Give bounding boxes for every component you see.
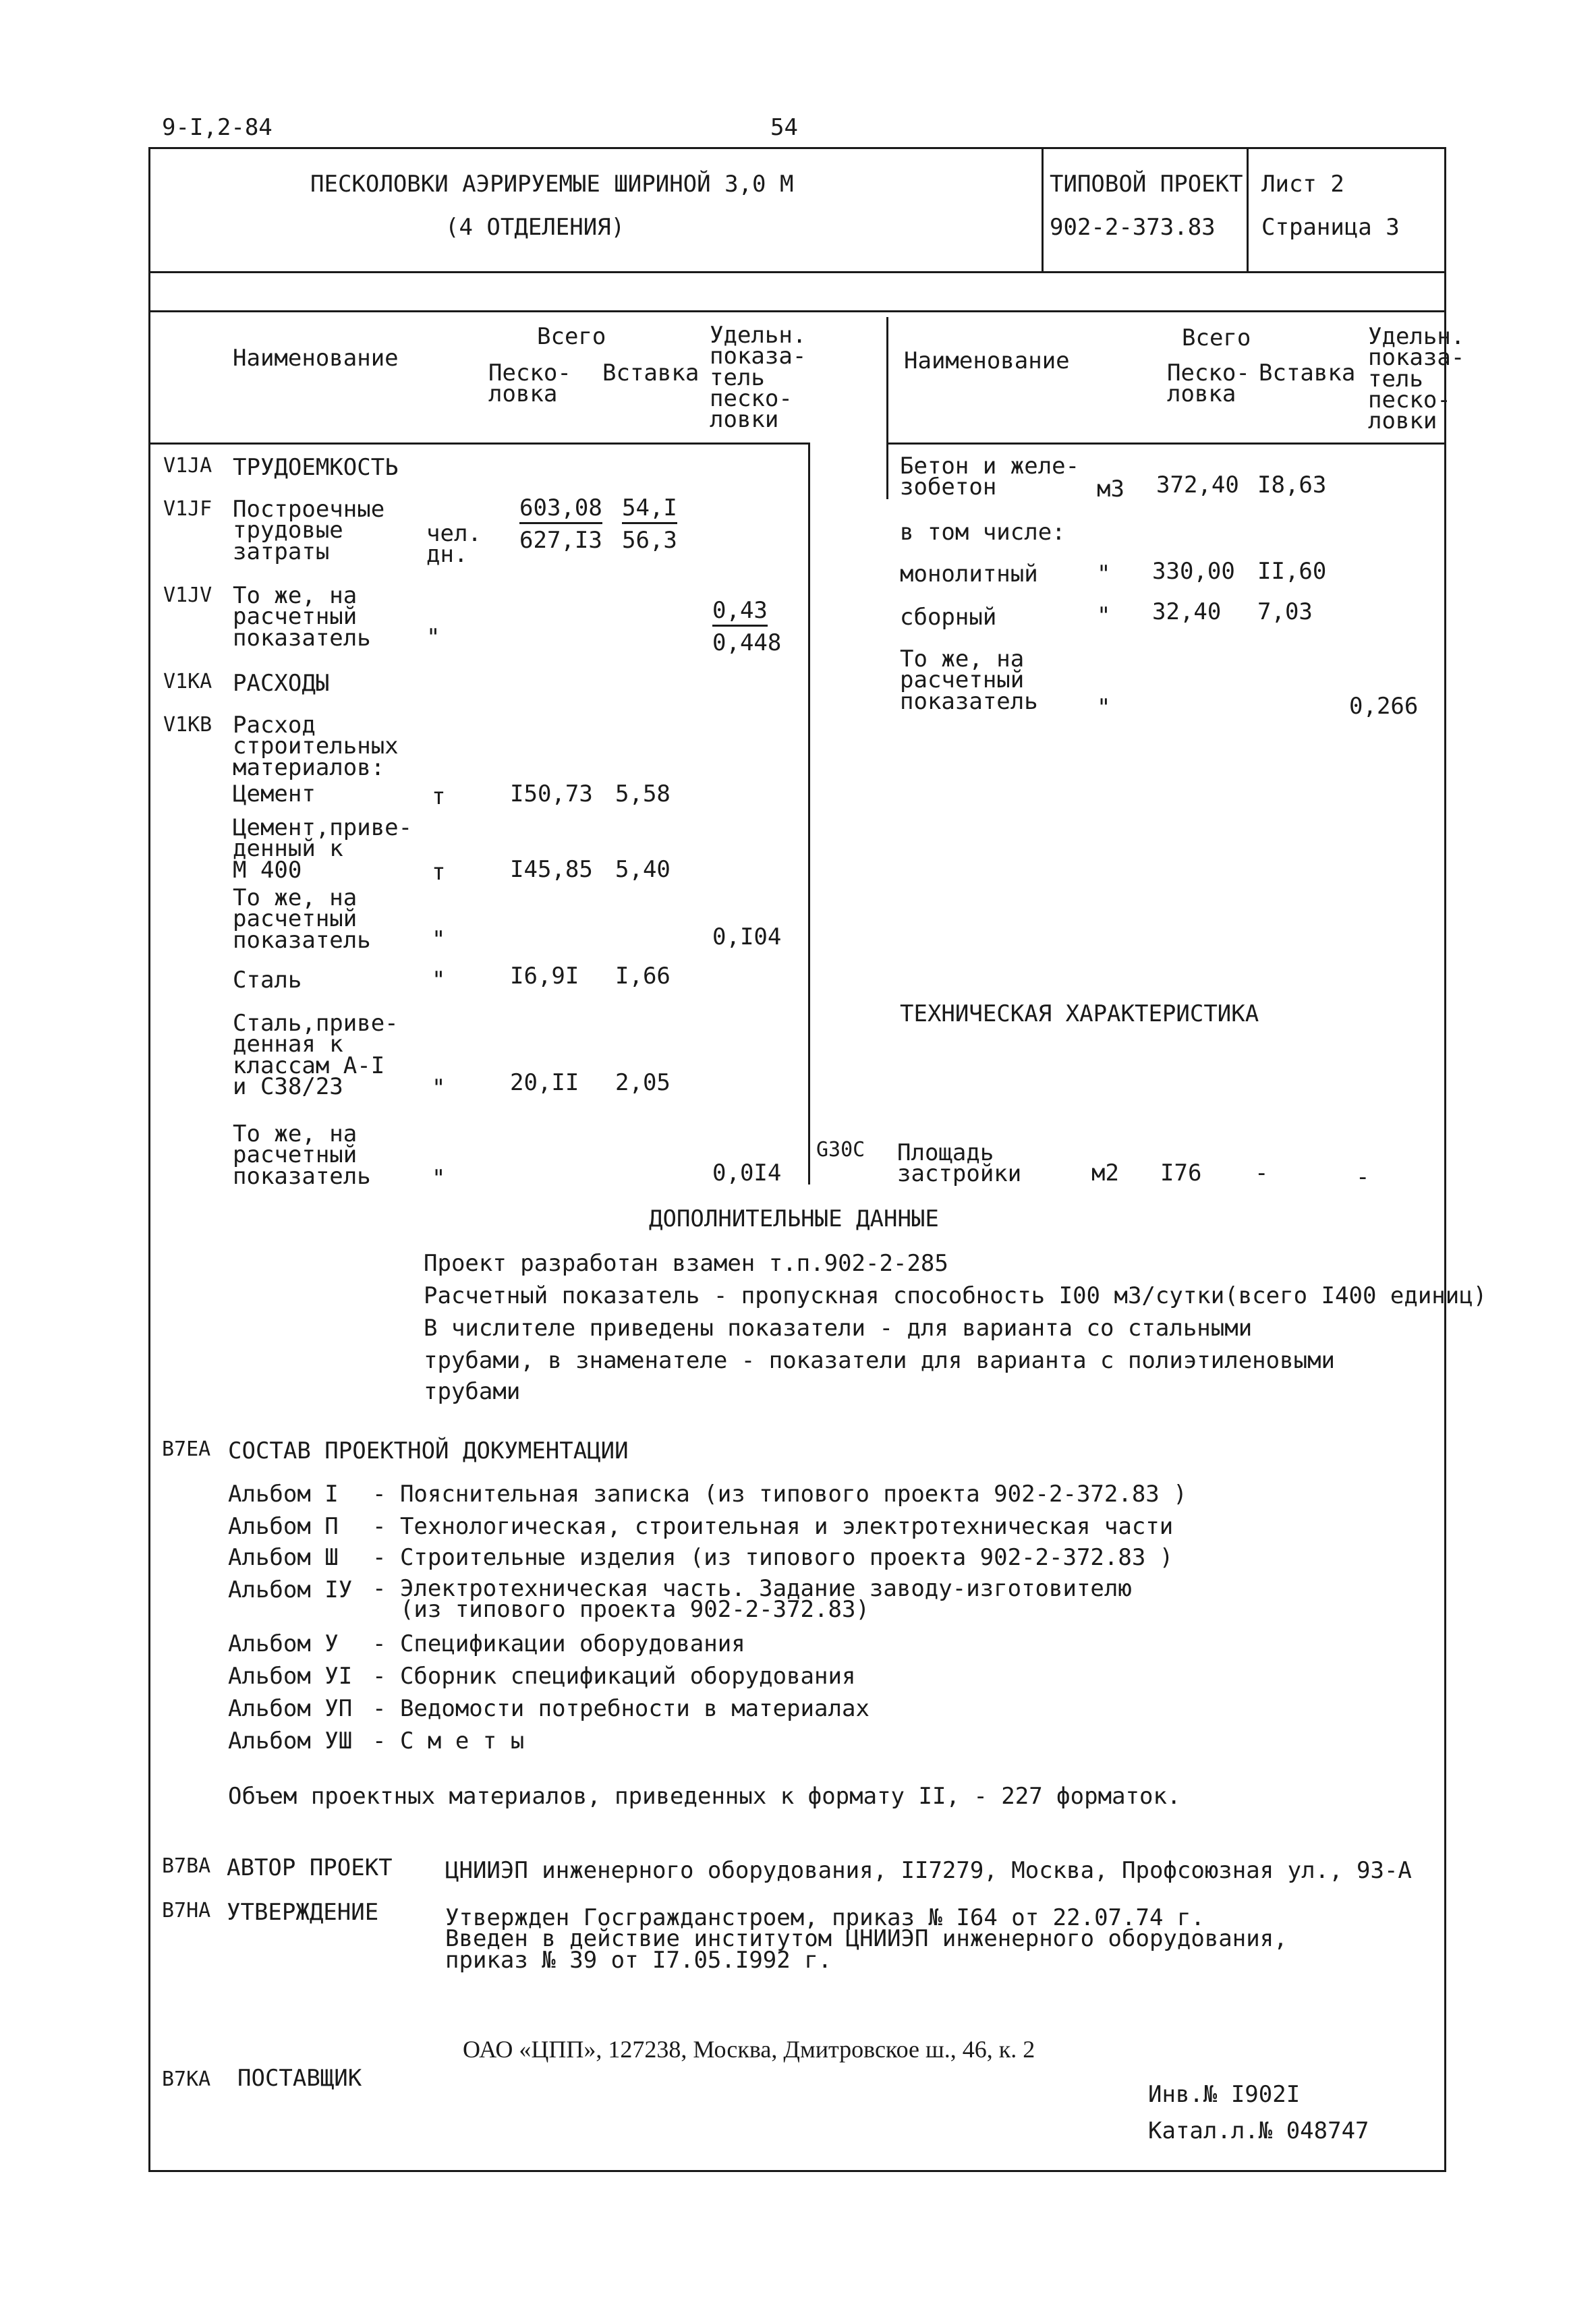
code-b7ka: B7KA [162,2067,211,2091]
author-label: АВТОР ПРОЕКТ [227,1854,393,1881]
title-line-2: (4 ОТДЕЛЕНИЯ) [445,214,625,241]
left-col-specific-header: Удельн. показа- тель песко- ловки [710,322,807,434]
table-top-line [148,310,1446,312]
right-row-concrete-sand-trap: 372,40 [1156,472,1239,498]
right-table-header-line [886,443,1446,445]
right-table-left-border [886,317,888,499]
tech-row-area-unit: м2 [1091,1160,1119,1187]
additional-line-2: Расчетный показатель - пропускная способность I00 м3/сутки(всего I400 единиц) [424,1282,1487,1309]
album-8-label: Альбом УШ [228,1728,353,1754]
row-labor-title: ТРУДОЕМКОСТЬ [233,454,399,481]
right-row-specific-value: 0,266 [1349,693,1419,720]
tech-characteristics-title: ТЕХНИЧЕСКАЯ ХАРАКТЕРИСТИКА [900,1000,1259,1027]
album-4-label: Альбом IУ [228,1576,353,1603]
right-row-monolithic-sand-trap: 330,00 [1152,558,1235,585]
code-v1jf: V1JF [163,497,212,521]
row-cement-specific-unit: " [432,926,446,953]
row-steel-classes-unit: " [432,1075,446,1102]
right-row-prefab-unit: " [1097,602,1111,629]
row-cement-insert: 5,58 [615,780,671,807]
right-row-prefab-insert: 7,03 [1257,598,1313,625]
right-col-insert-header: Вставка [1259,360,1356,387]
row-steel-classes-sand-trap: 20,II [510,1069,579,1096]
right-col-sand-trap-header: Песко- ловка [1167,360,1250,408]
right-col-total-header: Всего [1182,324,1251,351]
album-1-label: Альбом I [228,1481,339,1508]
right-col-name-header: Наименование [904,347,1070,374]
album-3-text: - Строительные изделия (из типового проекта 902-2-372.83 ) [372,1544,1174,1571]
right-row-prefab-sand-trap: 32,40 [1152,598,1222,625]
left-col-name-header: Наименование [233,345,399,372]
left-col-total-header: Всего [537,323,606,350]
right-row-specific: То же, на расчетный показатель [900,646,1038,715]
row-labor-specific-denominator: 0,448 [712,629,782,656]
code-b7ha: B7HA [162,1899,211,1922]
row-labor-costs-sand-trap-numerator: 603,08 [519,496,602,524]
project-label: ТИПОВОЙ ПРОЕКТ [1050,171,1243,198]
sheet-label: Лист 2 [1261,171,1344,198]
supplier-address: ОАО «ЦПП», 127238, Москва, Дмитровское ш., 46, к. 2 [463,2036,1035,2063]
code-v1jv: V1JV [163,583,212,607]
row-labor-costs-insert-denominator: 56,3 [622,527,677,554]
album-1-text: - Пояснительная записка (из типового проекта 902-2-372.83 ) [372,1481,1187,1508]
row-labor-specific-unit: " [426,624,440,651]
row-steel-specific-unit: " [432,1165,446,1192]
catalog-sheet-number: Катал.л.№ 048747 [1148,2117,1369,2144]
row-steel-classes: Сталь,приве- денная к классам А-I и С38/23 [233,1010,399,1100]
album-6-label: Альбом УI [228,1663,353,1690]
album-2-label: Альбом П [228,1513,339,1540]
right-row-monolithic-unit: " [1097,561,1111,588]
row-cement: Цемент [233,780,316,807]
composition-title: СОСТАВ ПРОЕКТНОЙ ДОКУМЕНТАЦИИ [228,1437,629,1464]
title-block-vline-2 [1247,147,1249,273]
additional-data-title: ДОПОЛНИТЕЛЬНЫЕ ДАННЫЕ [649,1205,939,1232]
row-cement-specific: То же, на расчетный показатель [233,884,371,954]
row-steel-specific-value: 0,0I4 [712,1160,782,1187]
row-cement-specific-value: 0,I04 [712,923,782,950]
tech-row-area-specific: - [1356,1164,1370,1191]
title-block-vline-1 [1042,147,1044,273]
page-number: 54 [770,114,798,141]
approval-label: УТВЕРЖДЕНИЕ [227,1899,379,1926]
row-steel-sand-trap: I6,9I [510,963,579,990]
album-3-label: Альбом Ш [228,1544,339,1571]
additional-line-4: трубами, в знаменателе - показатели для варианта с полиэтиленовыми [424,1347,1336,1374]
album-5-label: Альбом У [228,1630,339,1657]
left-table-header-line [148,443,809,445]
row-steel-unit: " [432,967,446,994]
row-cement-m400: Цемент,приве- денный к М 400 [233,814,413,884]
approval-text: Утвержден Госгражданстроем, приказ № I64 от 22.07.74 г. Введен в действие институтом ЦНИИЭП инженерного оборудования, приказ № 39 от I7.05.I992 г. [445,1904,1288,1974]
row-cement-unit: т [432,783,446,810]
row-labor-costs-sand-trap-denominator: 627,I3 [519,527,602,554]
row-steel: Сталь [233,967,302,994]
additional-line-1: Проект разработан взамен т.п.902-2-285 [424,1250,948,1277]
right-row-monolithic-insert: II,60 [1257,558,1327,585]
right-row-concrete: Бетон и желе- зобетон [900,453,1080,501]
row-expenses-title: РАСХОДЫ [233,670,330,697]
supplier-label: ПОСТАВЩИК [237,2065,362,2092]
page-label: Страница 3 [1261,214,1400,241]
tech-row-area: Площадь застройки [897,1139,1022,1188]
additional-line-3: В числителе приведены показатели - для варианта со стальными [424,1315,1253,1342]
row-steel-classes-insert: 2,05 [615,1069,671,1096]
album-6-text: - Сборник спецификаций оборудования [372,1663,856,1690]
author-text: ЦНИИЭП инженерного оборудования, II7279, Москва, Профсоюзная ул., 93-А [445,1857,1412,1884]
tech-row-area-value: I76 [1160,1160,1202,1187]
right-row-monolithic: монолитный [900,561,1038,588]
title-block-divider [148,271,1446,273]
row-labor-specific: То же, на расчетный показатель [233,582,371,652]
right-row-prefab: сборный [900,604,997,631]
album-7-text: - Ведомости потребности в материалах [372,1695,870,1722]
title-line-1: ПЕСКОЛОВКИ АЭРИРУЕМЫЕ ШИРИНОЙ 3,0 М [310,171,794,198]
row-labor-costs-unit: чел. дн. [426,520,482,569]
album-8-text: - С м е т ы [372,1728,525,1754]
album-7-label: Альбом УП [228,1695,353,1722]
left-col-sand-trap-header: Песко- ловка [488,360,571,408]
additional-line-5: трубами [424,1378,521,1405]
right-row-including: в том числе: [900,519,1066,546]
album-5-text: - Спецификации оборудования [372,1630,745,1657]
row-steel-insert: I,66 [615,963,671,990]
inventory-number: Инв.№ I902I [1148,2081,1301,2108]
code-v1ja: V1JA [163,454,212,478]
left-col-insert-header: Вставка [602,360,700,387]
row-labor-costs: Построечные трудовые затраты [233,496,385,565]
album-4-text: - Электротехническая часть. Задание заводу-изготовителю (из типового проекта 902-2-372.83) [372,1575,1132,1624]
row-labor-specific-numerator: 0,43 [712,599,768,627]
documentation-volume: Объем проектных материалов, приведенных к формату II, - 227 форматок. [228,1783,1181,1810]
code-v1ka: V1KA [163,670,212,693]
row-cement-m400-sand-trap: I45,85 [510,856,593,883]
doc-code: 9-I,2-84 [162,114,273,141]
row-cement-m400-insert: 5,40 [615,856,671,883]
row-cement-m400-unit: т [432,859,446,886]
tech-row-area-insert: - [1255,1160,1269,1187]
right-row-specific-unit: " [1097,694,1111,721]
right-col-specific-header: Удельн. показа- тель песко- ловки [1368,323,1465,435]
right-row-concrete-unit: м3 [1097,476,1124,503]
left-table-right-border [808,443,810,1185]
code-b7ba: B7BA [162,1854,211,1878]
row-steel-specific: То же, на расчетный показатель [233,1120,371,1190]
project-number: 902-2-373.83 [1050,214,1216,241]
row-materials-title: Расход строительных материалов: [233,712,399,781]
row-cement-sand-trap: I50,73 [510,780,593,807]
code-b7ea: B7EA [162,1437,211,1461]
right-row-concrete-insert: I8,63 [1257,472,1327,498]
album-2-text: - Технологическая, строительная и электротехническая части [372,1513,1174,1540]
code-g30c: G30C [816,1138,865,1162]
row-labor-costs-insert-numerator: 54,I [622,496,677,524]
code-v1kb: V1KB [163,713,212,737]
